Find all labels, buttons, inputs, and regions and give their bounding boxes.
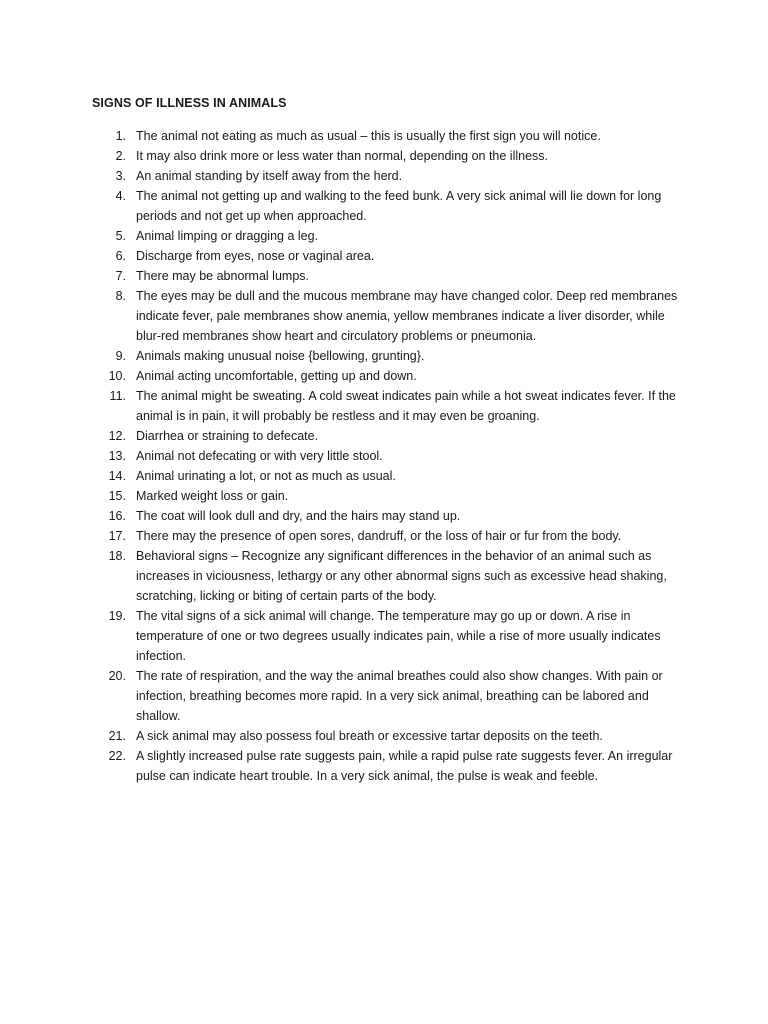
- list-item-text: The animal might be sweating. A cold sweat indicates pain while a hot sweat indicates fever. If the animal is in pain, it will probably be restless and it may even be groaning.: [136, 389, 676, 423]
- list-item: [0, 486, 690, 506]
- list-item-text: There may be abnormal lumps.: [136, 269, 309, 283]
- list-item: [0, 246, 690, 266]
- list-item-number: 15.: [108, 489, 126, 503]
- list-item-number: 17.: [108, 529, 126, 543]
- list-item: [0, 726, 690, 746]
- list-item-text: Diarrhea or straining to defecate.: [136, 429, 319, 443]
- list-item-number: 19.: [108, 609, 126, 623]
- list-item-number: 16.: [108, 509, 126, 523]
- list-item-number: 7.: [115, 269, 126, 283]
- list-item: [0, 506, 690, 526]
- list-item: [0, 286, 690, 346]
- list-item-text: It may also drink more or less water than normal, depending on the illness.: [136, 149, 549, 163]
- list-item: [0, 666, 690, 726]
- list-item-text: Animal not defecating or with very little stool.: [136, 449, 383, 463]
- list-item-text: Animal acting uncomfortable, getting up and down.: [136, 369, 417, 383]
- list-item-text: Discharge from eyes, nose or vaginal area.: [136, 249, 375, 263]
- list-item-text: The vital signs of a sick animal will change. The temperature may go up or down. A rise in temperature of one or two degrees usually indicates pain, while a rise of more usually indicates infection.: [136, 609, 661, 663]
- list-item-number: 3.: [115, 169, 126, 183]
- list-item-number: 18.: [108, 549, 126, 563]
- list-item: [0, 386, 690, 426]
- list-item-number: 6.: [115, 249, 126, 263]
- list-item-number: 12.: [108, 429, 126, 443]
- list-item: [0, 426, 690, 446]
- list-item: [0, 266, 690, 286]
- list-item: [0, 226, 690, 246]
- page-title: SIGNS OF ILLNESS IN ANIMALS: [92, 96, 287, 110]
- list-item-text: A sick animal may also possess foul breath or excessive tartar deposits on the teeth.: [136, 729, 603, 743]
- list-item-text: There may the presence of open sores, dandruff, or the loss of hair or fur from the body.: [136, 529, 622, 543]
- list-item-number: 20.: [108, 669, 126, 683]
- list-item-text: Animals making unusual noise {bellowing, grunting}.: [136, 349, 425, 363]
- list-item: [0, 546, 690, 606]
- signs-list: [0, 126, 690, 786]
- list-item-number: 13.: [108, 449, 126, 463]
- list-item: [0, 526, 690, 546]
- list-item-number: 11.: [109, 389, 126, 403]
- list-item-text: The coat will look dull and dry, and the hairs may stand up.: [136, 509, 461, 523]
- list-item-number: 2.: [115, 149, 126, 163]
- list-item-number: 10.: [108, 369, 126, 383]
- list-item: [0, 446, 690, 466]
- list-item: [0, 146, 690, 166]
- list-item-text: A slightly increased pulse rate suggests pain, while a rapid pulse rate suggests fever. An irregular pulse can indicate heart trouble. In a very sick animal, the pulse is weak and feeble.: [136, 749, 673, 783]
- list-item: [0, 126, 690, 146]
- list-item-number: 21.: [108, 729, 126, 743]
- list-item: [0, 366, 690, 386]
- list-item-text: The animal not eating as much as usual – this is usually the first sign you will notice.: [136, 129, 601, 143]
- list-item-text: The animal not getting up and walking to the feed bunk. A very sick animal will lie down for long periods and not get up when approached.: [136, 189, 662, 223]
- list-item-number: 5.: [115, 229, 126, 243]
- list-item: [0, 466, 690, 486]
- list-item-text: The eyes may be dull and the mucous membrane may have changed color. Deep red membranes indicate fever, pale membranes show anemia, yellow membranes indicate a liver disorder, while blur-red membranes show heart and circulatory problems or pneumonia.: [136, 289, 678, 343]
- list-item-number: 8.: [115, 289, 126, 303]
- list-item-text: Animal urinating a lot, or not as much as usual.: [136, 469, 396, 483]
- list-item-number: 9.: [115, 349, 126, 363]
- list-item-text: Behavioral signs – Recognize any significant differences in the behavior of an animal such as increases in viciousness, lethargy or any other abnormal signs such as excessive head shaking, scratching, licking or biting of certain parts of the body.: [136, 549, 667, 603]
- list-item: [0, 606, 690, 666]
- list-item-text: Animal limping or dragging a leg.: [136, 229, 319, 243]
- list-item: [0, 186, 690, 226]
- list-item-text: The rate of respiration, and the way the animal breathes could also show changes. With pain or infection, breathing becomes more rapid. In a very sick animal, breathing can be labored and shallow.: [136, 669, 663, 723]
- list-item: [0, 746, 690, 786]
- list-item-text: An animal standing by itself away from the herd.: [136, 169, 403, 183]
- list-item-number: 14.: [108, 469, 126, 483]
- list-item: [0, 166, 690, 186]
- list-item: [0, 346, 690, 366]
- list-item-number: 1.: [115, 129, 126, 143]
- list-item-text: Marked weight loss or gain.: [136, 489, 289, 503]
- list-item-number: 4.: [115, 189, 126, 203]
- list-item-number: 22.: [108, 749, 126, 763]
